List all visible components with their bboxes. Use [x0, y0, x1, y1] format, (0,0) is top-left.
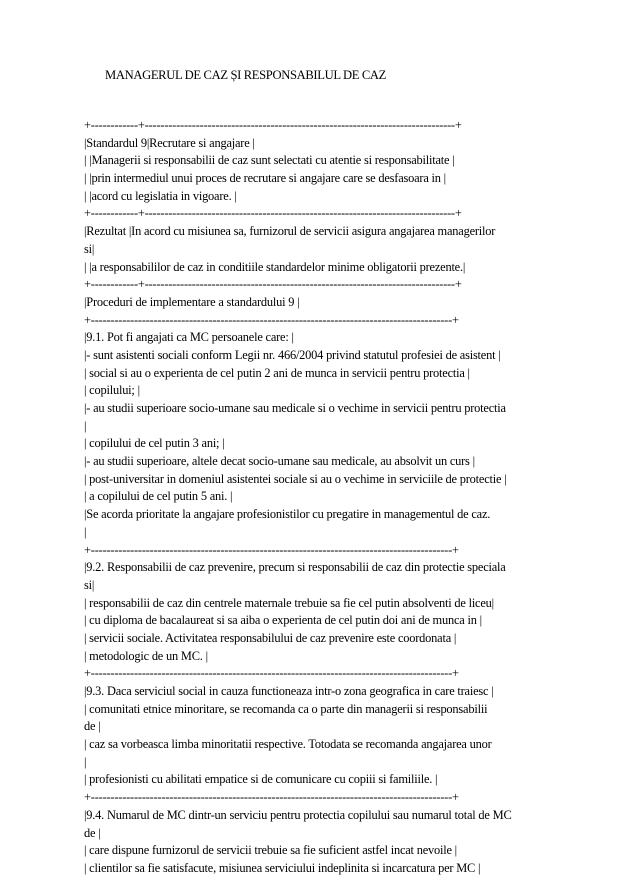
text-line: | responsabilii de caz din centrele maternale trebuie sa fie cel putin absolventi de liceu|: [84, 595, 494, 610]
page-title: MANAGERUL DE CAZ ȘI RESPONSABILUL DE CAZ: [105, 68, 387, 82]
text-line: +--------------------------------------------------------------------------------------------+: [84, 542, 459, 557]
text-line: +------------+-------------------------------------------------------------------------------+: [84, 277, 462, 292]
text-line: |9.3. Daca serviciul social in cauza functioneaza intr-o zona geografica in care traiesc |: [84, 684, 494, 698]
text-line: |- sunt asistenti sociali conform Legii nr. 466/2004 privind statutul profesiei de asistent |: [84, 347, 501, 362]
text-line: |- au studii superioare, altele decat socio-umane sau medicale, au absolvit un curs |: [84, 454, 475, 469]
text-line: si|: [84, 577, 95, 592]
text-line: | comunitati etnice minoritare, se recomanda ca o parte din managerii si responsabilii: [84, 701, 488, 716]
text-line: |9.2. Responsabilii de caz prevenire, precum si responsabilii de caz din protectie speciala: [84, 560, 506, 575]
text-line: | copilului; |: [84, 383, 140, 398]
text-line: |: [84, 418, 87, 433]
text-line: +--------------------------------------------------------------------------------------------+: [84, 312, 459, 327]
text-line: | |a responsabililor de caz in conditiile standardelor minime obligatorii prezente.|: [84, 259, 466, 274]
text-line: | servicii sociale. Activitatea responsabilului de caz prevenire este coordonata |: [84, 630, 457, 645]
text-line: | social si au o experienta de cel putin 2 ani de munca in servicii pentru protectia |: [84, 365, 470, 380]
text-line: |: [84, 754, 87, 769]
text-line: | |acord cu legislatia in vigoare. |: [84, 188, 237, 203]
text-line: | post-universitar in domeniul asistentei sociale si au o vechime in serviciile de protectie |: [84, 471, 507, 486]
text-line: | profesionisti cu abilitati empatice si de comunicare cu copiii si familiile. |: [84, 772, 438, 787]
text-line: |Proceduri de implementare a standardului 9 |: [84, 294, 300, 309]
text-line: +------------+-------------------------------------------------------------------------------+: [84, 206, 462, 221]
text-line: |Se acorda prioritate la angajare profesionistilor cu pregatire in managementul de caz.: [84, 507, 491, 522]
text-line: | copilului de cel putin 3 ani; |: [84, 436, 225, 451]
text-line: | clientilor sa fie satisfacute, misiunea serviciului indeplinita si incarcatura per MC |: [84, 860, 481, 875]
text-line: |Rezultat |In acord cu misiunea sa, furnizorul de servicii asigura angajarea managerilor: [84, 224, 496, 239]
text-line: | |prin intermediul unui proces de recrutare si angajare care se desfasoara in |: [84, 171, 446, 186]
text-line: | |Managerii si responsabilii de caz sunt selectati cu atentie si responsabilitate |: [84, 153, 455, 168]
text-line: | cu diploma de bacalaureat si sa aiba o experienta de cel putin doi ani de munca in |: [84, 613, 482, 628]
text-line: |9.4. Numarul de MC dintr-un serviciu pentru protectia copilului sau numarul total de MC: [84, 807, 512, 822]
text-line: +------------+-------------------------------------------------------------------------------+: [84, 118, 462, 132]
text-line: |Standardul 9|Recrutare si angajare |: [84, 135, 255, 150]
text-line: | metodologic de un MC. |: [84, 648, 208, 663]
text-line: | caz sa vorbeasca limba minoritatii respective. Totodata se recomanda angajarea unor: [84, 737, 492, 752]
text-line: |- au studii superioare socio-umane sau medicale si o vechime in servicii pentru protectia: [84, 401, 506, 415]
text-line: |: [84, 524, 87, 539]
text-line: +--------------------------------------------------------------------------------------------+: [84, 666, 459, 681]
text-line: | care dispune furnizorul de servicii trebuie sa fie suficient astfel incat nevoile |: [84, 843, 457, 858]
text-line: | a copilului de cel putin 5 ani. |: [84, 489, 233, 504]
text-line: de |: [84, 719, 101, 734]
text-line: +--------------------------------------------------------------------------------------------+: [84, 790, 459, 805]
text-line: de |: [84, 825, 101, 840]
text-line: si|: [84, 241, 95, 256]
text-line: |9.1. Pot fi angajati ca MC persoanele care: |: [84, 330, 294, 345]
standard-text-block: [84, 117, 512, 878]
